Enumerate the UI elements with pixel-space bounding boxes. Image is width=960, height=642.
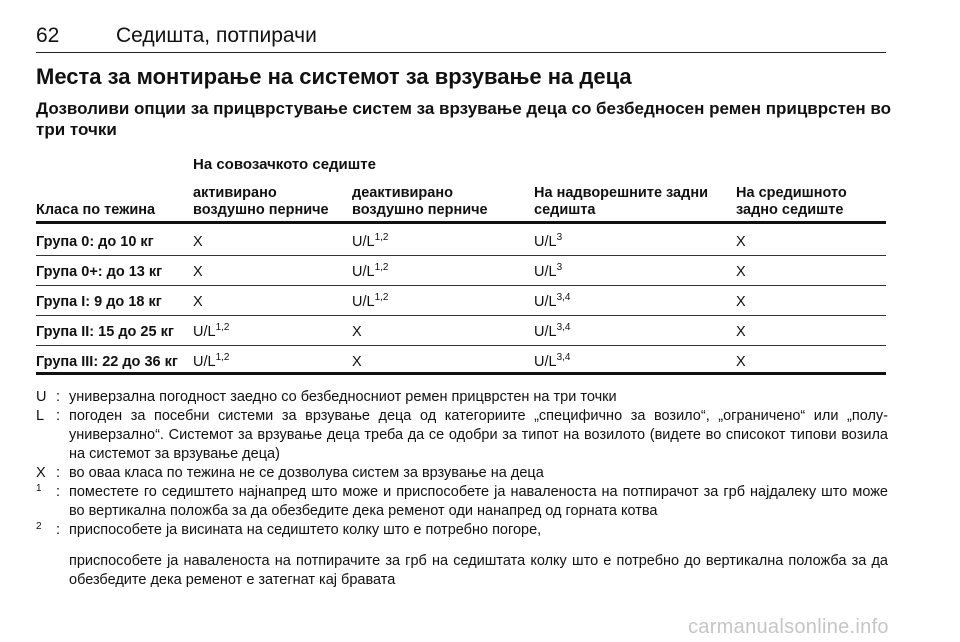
legend-item: L : погоден за посебни системи за врзување деца од категориите „специфично за возило“, „ограничено“ или „полу-универзално“. Системот за врзување деца треба да се одобри за типот на возилото (видете во списокот типови возила на системот за врзување деца) — [36, 408, 888, 462]
legend-key: 1 — [36, 483, 42, 494]
col-airbag-on-header: активирано воздушно перниче — [193, 185, 329, 218]
cell-outer: $U/L^3$ — [534, 232, 563, 250]
table-row — [36, 225, 886, 258]
col-center-rear-header: На средишното задно седиште — [736, 185, 847, 218]
legend-key: X — [36, 465, 46, 481]
cell-outer: $U/L^3$ — [534, 262, 563, 280]
legend-text: универзална погодност заедно со безбедносниот ремен прицврстен на три точки — [69, 389, 617, 405]
footnote-ref: 3,4 — [556, 352, 571, 363]
cell-center: X — [736, 324, 746, 340]
cell-off: $U/L^{1,2}$ — [352, 232, 389, 250]
cell-on: X — [193, 264, 203, 280]
page-header — [36, 16, 886, 53]
footnote-ref: 3,4 — [556, 292, 571, 303]
cell-center: X — [736, 354, 746, 370]
footnote-ref: 1,2 — [215, 352, 230, 363]
cell-on: $U/L^{1,2}$ — [193, 352, 230, 370]
watermark: carmanualsonline.info — [688, 616, 889, 638]
page-number: 62 — [36, 24, 60, 47]
col-outer-rear-header: На надворешните задни седишта — [534, 185, 708, 218]
table-row — [36, 255, 886, 288]
legend-item: 2 : приспособете ја висината на седиштето колку што е потребно погоре, приспособете ја наваленоста на потпирачите за грб на седиштата колку што е потребно до вертикална положба за да обезбедите дека ременот е затегнат кај бравата — [36, 521, 888, 590]
footnote-ref: 3 — [556, 232, 563, 243]
legend-text: приспособете ја висината на седиштето колку што е потребно погоре, — [69, 522, 542, 538]
legend-key: 2 — [36, 521, 42, 532]
section-title: Седишта, потпирачи — [116, 24, 317, 47]
cell-outer: $U/L^{3,4}$ — [534, 292, 571, 310]
col-weight-header: Класа по тежина — [36, 202, 156, 218]
cell-outer: $U/L^{3,4}$ — [534, 322, 571, 340]
legend-text: поместете го седиштето најнапред што може и приспособете ја наваленоста на потпирачот за грб најдалеку што може во вертикална положба за да обезбедите дека ременот оди нанапред од горната котва — [69, 484, 888, 519]
cell-cls: Група III: 22 до 36 кг — [36, 354, 178, 370]
cell-cls: Група I: 9 до 18 кг — [36, 294, 162, 310]
cell-on: X — [193, 234, 203, 250]
legend-item: U : универзална погодност заедно со безбедносниот ремен прицврстен на три точки — [36, 388, 888, 407]
legend-item: X : во оваа класа по тежина не се дозволува систем за врзување на деца — [36, 464, 888, 483]
cell-center: X — [736, 234, 746, 250]
cell-off: X — [352, 324, 362, 340]
cell-cls: Група 0+: до 13 кг — [36, 264, 163, 280]
footnote-ref: 1,2 — [374, 262, 389, 273]
cell-cls: Група II: 15 до 25 кг — [36, 324, 174, 340]
table-row — [36, 285, 886, 318]
table-row — [36, 315, 886, 348]
cell-center: X — [736, 294, 746, 310]
legend-key: U — [36, 389, 47, 405]
page-title: Места за монтирање на системот за врзување на деца — [36, 64, 632, 89]
legend-text: во оваа класа по тежина не се дозволува систем за врзување на деца — [69, 465, 544, 481]
cell-off: $U/L^{1,2}$ — [352, 262, 389, 280]
legend-text-extra: приспособете ја наваленоста на потпирачите за грб на седиштата колку што е потребно до вертикална положба за да обезбедите дека ременот е затегнат кај бравата — [69, 553, 888, 588]
bottom-rule — [36, 372, 886, 375]
legend-text: погоден за посебни системи за врзување деца од категориите „специфично за возило“, „ограничено“ или „полу-универзално“. Системот за врзување деца треба да се одобри за типот на возилото (видете во списокот типови возила на системот за врзување деца) — [69, 408, 888, 462]
cell-outer: $U/L^{3,4}$ — [534, 352, 571, 370]
col-airbag-off-header: деактивирано воздушно перниче — [352, 185, 488, 218]
header-rule — [36, 221, 886, 224]
footnote-ref: 1,2 — [215, 322, 230, 333]
legend-key: L — [36, 408, 45, 424]
footnote-ref: 3 — [556, 262, 563, 273]
legend-item: 1 : поместете го седиштето најнапред што може и приспособете ја наваленоста на потпирачот за грб најдалеку што може во вертикална положба за да обезбедите дека ременот оди нанапред од горната котва — [36, 483, 888, 521]
legend — [36, 388, 888, 590]
cell-cls: Група 0: до 10 кг — [36, 234, 154, 250]
cell-on: X — [193, 294, 203, 310]
cell-off: $U/L^{1,2}$ — [352, 292, 389, 310]
table-header-row — [36, 177, 886, 221]
cell-on: $U/L^{1,2}$ — [193, 322, 230, 340]
cell-center: X — [736, 264, 746, 280]
intro-text: Дозволиви опции за прицврстување систем за врзување деца со безбедносен ремен прицврстен во три точки — [36, 99, 891, 139]
cell-off: X — [352, 354, 362, 370]
footnote-ref: 1,2 — [374, 292, 389, 303]
group-header: На совозачкото седиште — [193, 156, 376, 173]
footnote-ref: 1,2 — [374, 232, 389, 243]
footnote-ref: 3,4 — [556, 322, 571, 333]
